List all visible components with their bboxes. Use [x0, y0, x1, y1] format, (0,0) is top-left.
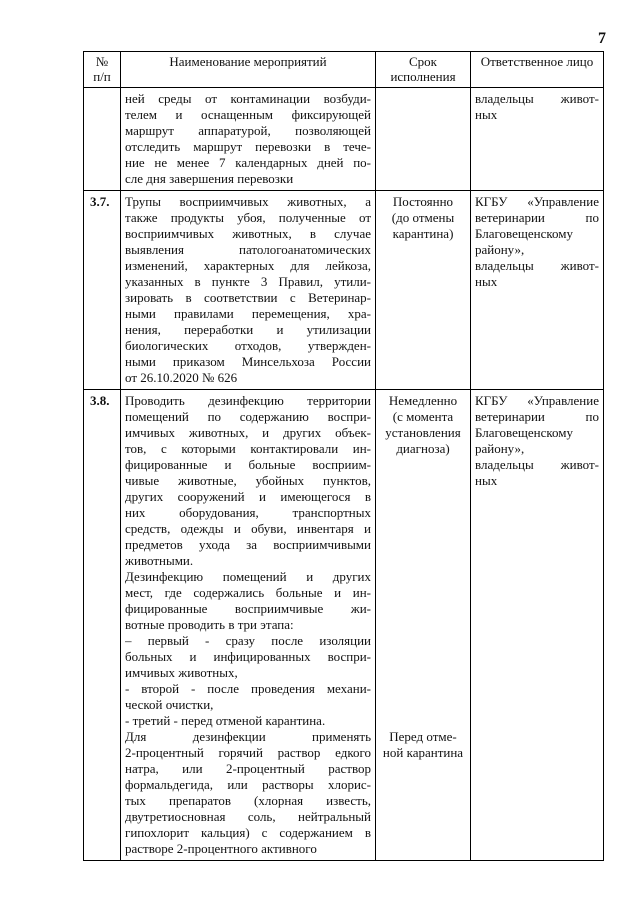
measure-line: сле дня завершения перевозки [125, 171, 294, 186]
deadline-line: диагноза) [396, 441, 450, 456]
measure-line: ными правилами перемещения, хра- [125, 306, 371, 321]
deadline-line: Перед отме- [389, 729, 457, 744]
measure-line: помещений по содержанию воспри- [125, 409, 371, 424]
page-number: 7 [598, 30, 606, 47]
measure-line: изменений, характерных для лейкоза, [125, 258, 371, 273]
deadline-line: (с момента [392, 409, 454, 424]
measure-line: указанных в пункте 3 Правил, утили- [125, 274, 371, 289]
measure-line: средств, одежды и обуви, инвентаря и [125, 521, 371, 536]
measure-line: - третий - перед отменой карантина. [125, 713, 326, 728]
measure-line: также продукты убоя, полученные от [125, 210, 371, 225]
measure-line: фицированные и больные восприим- [125, 457, 371, 472]
measure-line: имчивых животных, [125, 665, 238, 680]
header-responsible-line: Ответственное лицо [480, 54, 594, 69]
measure-line: имчивых животных, и других объек- [125, 425, 371, 440]
measure-line: маршрут аппаратурой, позволяющей [125, 123, 371, 138]
deadline-line: Постоянно [392, 194, 454, 209]
measure-line: вотные проводить в три этапа: [125, 617, 294, 632]
responsible-line: владельцы живот- [475, 457, 599, 472]
deadline-line: (до отмены [391, 210, 455, 225]
measure-line: от 26.10.2020 № 626 [125, 370, 238, 385]
measure-line: растворе 2-процентного активного [125, 841, 317, 856]
header-num-line: № [95, 54, 109, 69]
header-term-line: исполнения [390, 69, 456, 84]
measure-line: Трупы восприимчивых животных, а [125, 194, 371, 209]
measure-line: телем и оснащенным фиксирующей [125, 107, 371, 122]
responsible-line: владельцы живот- [475, 258, 599, 273]
table-header-row [84, 52, 604, 88]
deadline-line: Немедленно [388, 393, 458, 408]
responsible-line: КГБУ «Управление [475, 393, 599, 408]
measure-line: Дезинфекцию помещений и других [125, 569, 371, 584]
row-number: 3.7. [84, 191, 121, 390]
measure-line: ние не менее 7 календарных дней по- [125, 155, 371, 170]
measure-line: Для дезинфекции применять [125, 729, 371, 744]
table-row [84, 88, 604, 191]
responsible-line: Благовещенскому [475, 425, 574, 440]
responsible-line: ветеринарии по [475, 210, 599, 225]
measure-line: мест, где содержались больные и ин- [125, 585, 371, 600]
measure-line: нения, переработки и утилизации [125, 322, 371, 337]
measure-line: Проводить дезинфекцию территории [125, 393, 371, 408]
measure-line: - второй - после проведения механи- [125, 681, 371, 696]
deadline-cell [376, 88, 471, 191]
measure-line: других сооружений и имеющегося в [125, 489, 371, 504]
measure-line: тов, с которыми контактировали ин- [125, 441, 371, 456]
measure-line: 2-процентный горячий раствор едкого [125, 745, 371, 760]
measure-line: зировать в соответствии с Ветеринар- [125, 290, 371, 305]
measure-line: ней среды от контаминации возбуди- [125, 91, 371, 106]
responsible-line: владельцы живот- [475, 91, 599, 106]
header-responsible [471, 52, 604, 88]
measure-line: чивые животные, убойных пунктов, [125, 473, 371, 488]
measure-line: предметов ухода за восприимчивыми [125, 537, 371, 552]
measure-line: тых препаратов (хлорная известь, [125, 793, 371, 808]
responsible-cell [471, 88, 604, 191]
measure-line: – первый - сразу после изоляции [125, 633, 371, 648]
deadline-line: установления [385, 425, 461, 440]
measure-line: ческой очистки, [125, 697, 214, 712]
row-number [84, 88, 121, 191]
measure-description [121, 88, 376, 191]
responsible-cell [471, 390, 604, 861]
measure-line: формальдегида, или растворы хлорис- [125, 777, 371, 792]
responsible-line: ных [475, 274, 498, 289]
measure-line: двутретиосновная соль, нейтральный [125, 809, 371, 824]
responsible-line: Благовещенскому [475, 226, 574, 241]
measure-line: животными. [125, 553, 194, 568]
measure-line: восприимчивых животных, в случае [125, 226, 371, 241]
measure-line: отследить маршрут перевозки в тече- [125, 139, 371, 154]
measure-line: них оборудования, транспортных [125, 505, 371, 520]
measure-line: больных и инфицированных воспри- [125, 649, 371, 664]
header-name-line: Наименование мероприятий [169, 54, 327, 69]
responsible-line: району», [475, 441, 525, 456]
table-row [84, 390, 604, 861]
responsible-line: ных [475, 473, 498, 488]
deadline-gap [380, 457, 466, 729]
measures-table [83, 51, 604, 861]
measure-line: ными приказом Минсельхоза России [125, 354, 371, 369]
responsible-cell [471, 191, 604, 390]
deadline-line: ной карантина [382, 745, 464, 760]
measure-line: биологических отходов, утвержден- [125, 338, 371, 353]
responsible-line: ветеринарии по [475, 409, 599, 424]
header-name [121, 52, 376, 88]
deadline-line: карантина) [392, 226, 454, 241]
header-num-line: п/п [93, 69, 111, 84]
measure-description [121, 191, 376, 390]
responsible-line: КГБУ «Управление [475, 194, 599, 209]
measure-description [121, 390, 376, 861]
deadline-cell [376, 191, 471, 390]
deadline-cell [376, 390, 471, 861]
responsible-line: району», [475, 242, 525, 257]
measure-line: выявления патологоанатомических [125, 242, 371, 257]
measure-line: гипохлорит кальция) с содержанием в [125, 825, 371, 840]
measure-line: фицированные восприимчивые жи- [125, 601, 371, 616]
header-num [84, 52, 121, 88]
row-number: 3.8. [84, 390, 121, 861]
measure-line: натра, или 2-процентный раствор [125, 761, 371, 776]
responsible-line: ных [475, 107, 498, 122]
header-term [376, 52, 471, 88]
table-row [84, 191, 604, 390]
header-term-line: Срок [409, 54, 437, 69]
